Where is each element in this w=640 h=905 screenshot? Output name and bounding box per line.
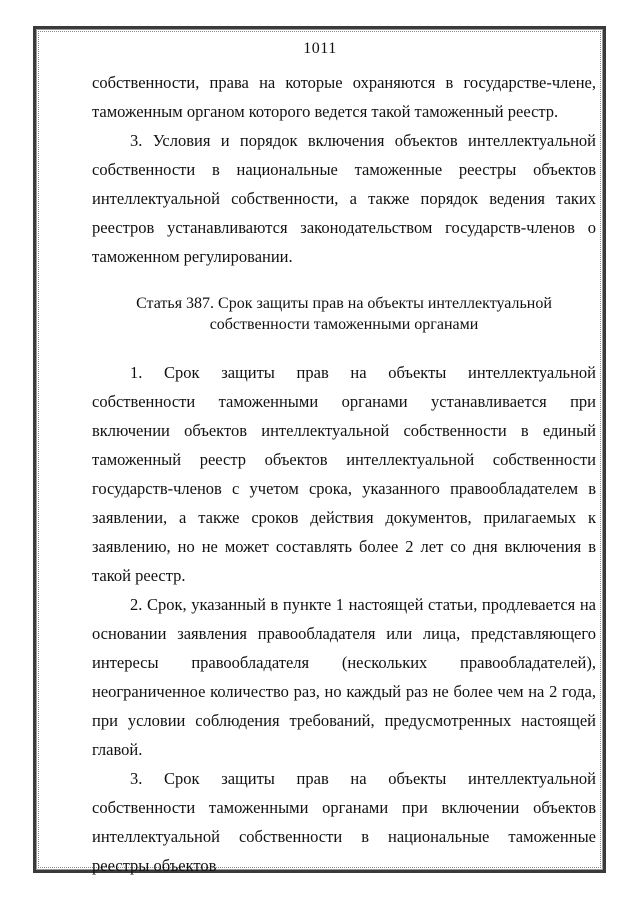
paragraph-item-3-registries: 3. Условия и порядок включения объектов интеллектуальной собственности в национальные таможенные реестры объектов интеллектуальной собственности, а также порядок ведения таких реестров устанавливаются законодательством государств-членов о таможенном регулировании. xyxy=(92,131,596,266)
paragraph-continuation: собственности, права на которые охраняются в государстве-члене, таможенным органом которого ведется такой таможенный реестр. xyxy=(92,73,596,121)
paragraph-item-3-national: 3. Срок защиты прав на объекты интеллектуальной собственности таможенными органами при включении объектов интеллектуальной собственности в национальные таможенные реестры объектов xyxy=(92,769,596,875)
article-heading-line-2: собственности таможенными органами xyxy=(209,316,479,333)
article-heading-line-1: Статья 387. Срок защиты прав на объекты интеллектуальной xyxy=(136,295,552,312)
paragraph-item-2-extension: 2. Срок, указанный в пункте 1 настоящей статьи, продлевается на основании заявления правообладателя или лица, представляющего интересы правообладателя (нескольких правообладателей), неограниченное количество раз, но каждый раз не более чем на 2 года, при условии соблюдения требований, предусмотренных настоящей главой. xyxy=(92,595,596,759)
document-body xyxy=(92,68,596,880)
paragraph-item-1-term: 1. Срок защиты прав на объекты интеллектуальной собственности таможенными органами устанавливается при включении объектов интеллектуальной собственности в единый таможенный реестр объектов интеллектуальной собственности государств-членов с учетом срока, указанного правообладателем в заявлении, а также сроков действия документов, прилагаемых к заявлению, но не может составлять более 2 лет со дня включения в такой реестр. xyxy=(92,363,596,585)
page-number: 1011 xyxy=(303,40,337,57)
